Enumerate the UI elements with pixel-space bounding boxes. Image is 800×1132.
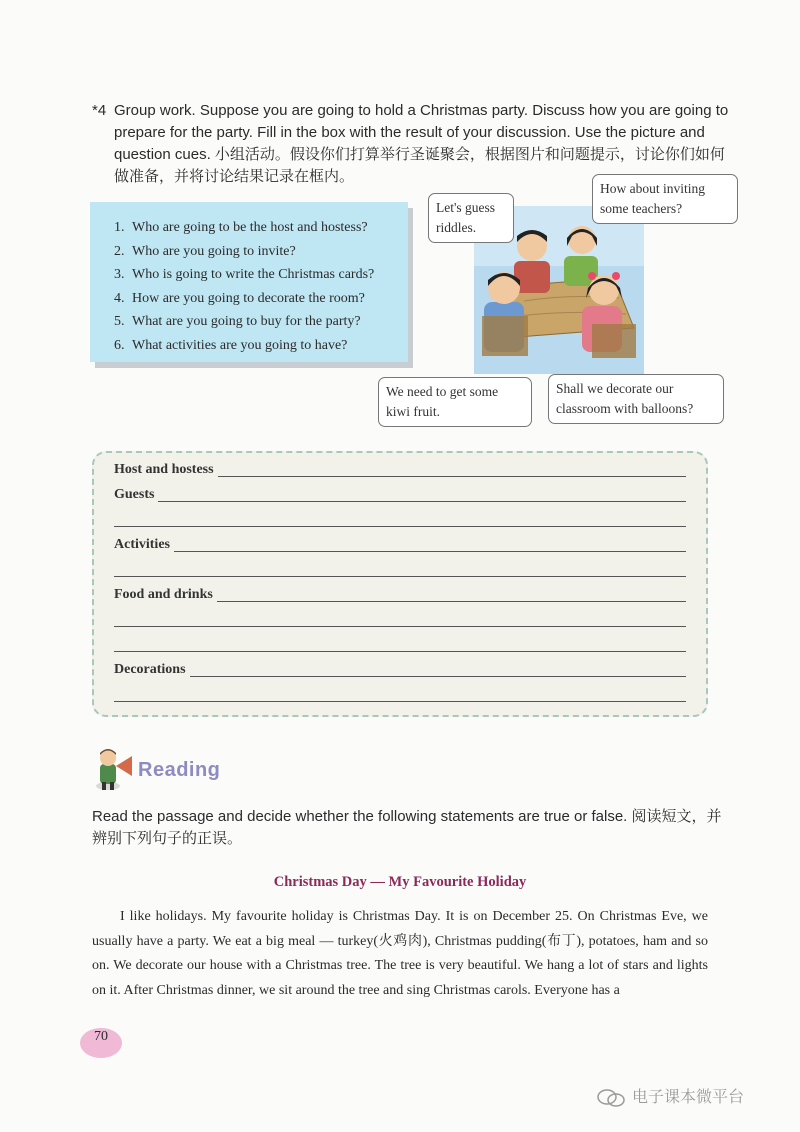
task-text-en: Group work. Suppose you are going to hold a Christmas party. Discuss how you are going to prepare for the party. Fill in the box with the result of your discussion. Use the picture and question cues. (114, 102, 729, 163)
blank-answer-line[interactable] (114, 634, 686, 656)
blank-answer-line[interactable] (114, 509, 686, 531)
page-number: 70 (94, 1029, 108, 1044)
question-item: 3. Who is going to write the Christmas cards? (114, 267, 375, 283)
question-item: 5. What are you going to buy for the party? (114, 314, 361, 330)
answer-line[interactable] (114, 626, 686, 627)
form-row-host[interactable] (114, 459, 686, 481)
page-number-badge (80, 1028, 122, 1058)
form-label-host: Host and hostess (114, 462, 218, 478)
question-item: 4. How are you going to decorate the room? (114, 290, 365, 306)
question-item: 1. Who are going to be the host and hostess? (114, 220, 368, 235)
answer-line[interactable] (114, 551, 686, 552)
watermark-text: 电子课本微平台 (632, 1089, 745, 1106)
speech-bubble-riddles: Let's guess riddles. (428, 193, 514, 243)
form-row-decorations[interactable] (114, 659, 686, 681)
form-label-food: Food and drinks (114, 587, 217, 603)
form-label-activities: Activities (114, 537, 174, 553)
blank-answer-line[interactable] (114, 609, 686, 631)
task-number: *4 (92, 102, 107, 119)
speech-bubble-kiwi: We need to get some kiwi fruit. (378, 377, 532, 427)
reading-instruction: Read the passage and decide whether the following statements are true or false. 阅读短文，并辨别下列句子的正误。 (92, 808, 722, 847)
speech-bubble-balloons: Shall we decorate our classroom with balloons? (548, 374, 724, 424)
reading-character-icon (88, 746, 136, 792)
answer-line[interactable] (114, 576, 686, 577)
form-row-food[interactable] (114, 584, 686, 606)
reading-heading: Reading (138, 759, 221, 781)
blank-answer-line[interactable] (114, 684, 686, 706)
task-text-zh: 小组活动。假设你们打算举行圣诞聚会，根据图片和问题提示，讨论你们如何做准备，并将讨论结果记录在框内。 (114, 146, 725, 185)
question-item: 2. Who are you going to invite? (114, 243, 296, 259)
answer-line[interactable] (114, 701, 686, 702)
passage-title: Christmas Day — My Favourite Holiday (273, 874, 527, 890)
passage-body (92, 905, 708, 1003)
answer-line[interactable] (114, 501, 686, 502)
form-label-decorations: Decorations (114, 662, 190, 678)
question-list (90, 202, 408, 358)
answer-line[interactable] (114, 526, 686, 527)
answer-line[interactable] (114, 651, 686, 652)
passage-paragraph: I like holidays. My favourite holiday is Christmas Day. It is on December 25. On Christmas Eve, we usually have a party. We eat a big meal — turkey(火鸡肉), Christmas pudding(布丁), potatoes, ham and so on. We decorate our house with a Christmas tree. The tree is very beautiful. We hang a lot of stars and lights on it. After Christmas dinner, we sit around the tree and sing Christmas carols. Everyone has a (92, 909, 708, 998)
question-item: 6. What activities are you going to have? (114, 337, 348, 353)
party-plan-form (92, 451, 708, 717)
blank-answer-line[interactable] (114, 559, 686, 581)
form-row-activities[interactable] (114, 534, 686, 556)
answer-line[interactable] (114, 676, 686, 677)
form-label-guests: Guests (114, 487, 158, 503)
speech-bubble-teachers: How about inviting some teachers? (592, 174, 738, 224)
form-row-guests[interactable] (114, 484, 686, 506)
watermark (596, 1084, 744, 1107)
question-cues-box (90, 202, 408, 362)
wechat-icon (596, 1089, 626, 1107)
